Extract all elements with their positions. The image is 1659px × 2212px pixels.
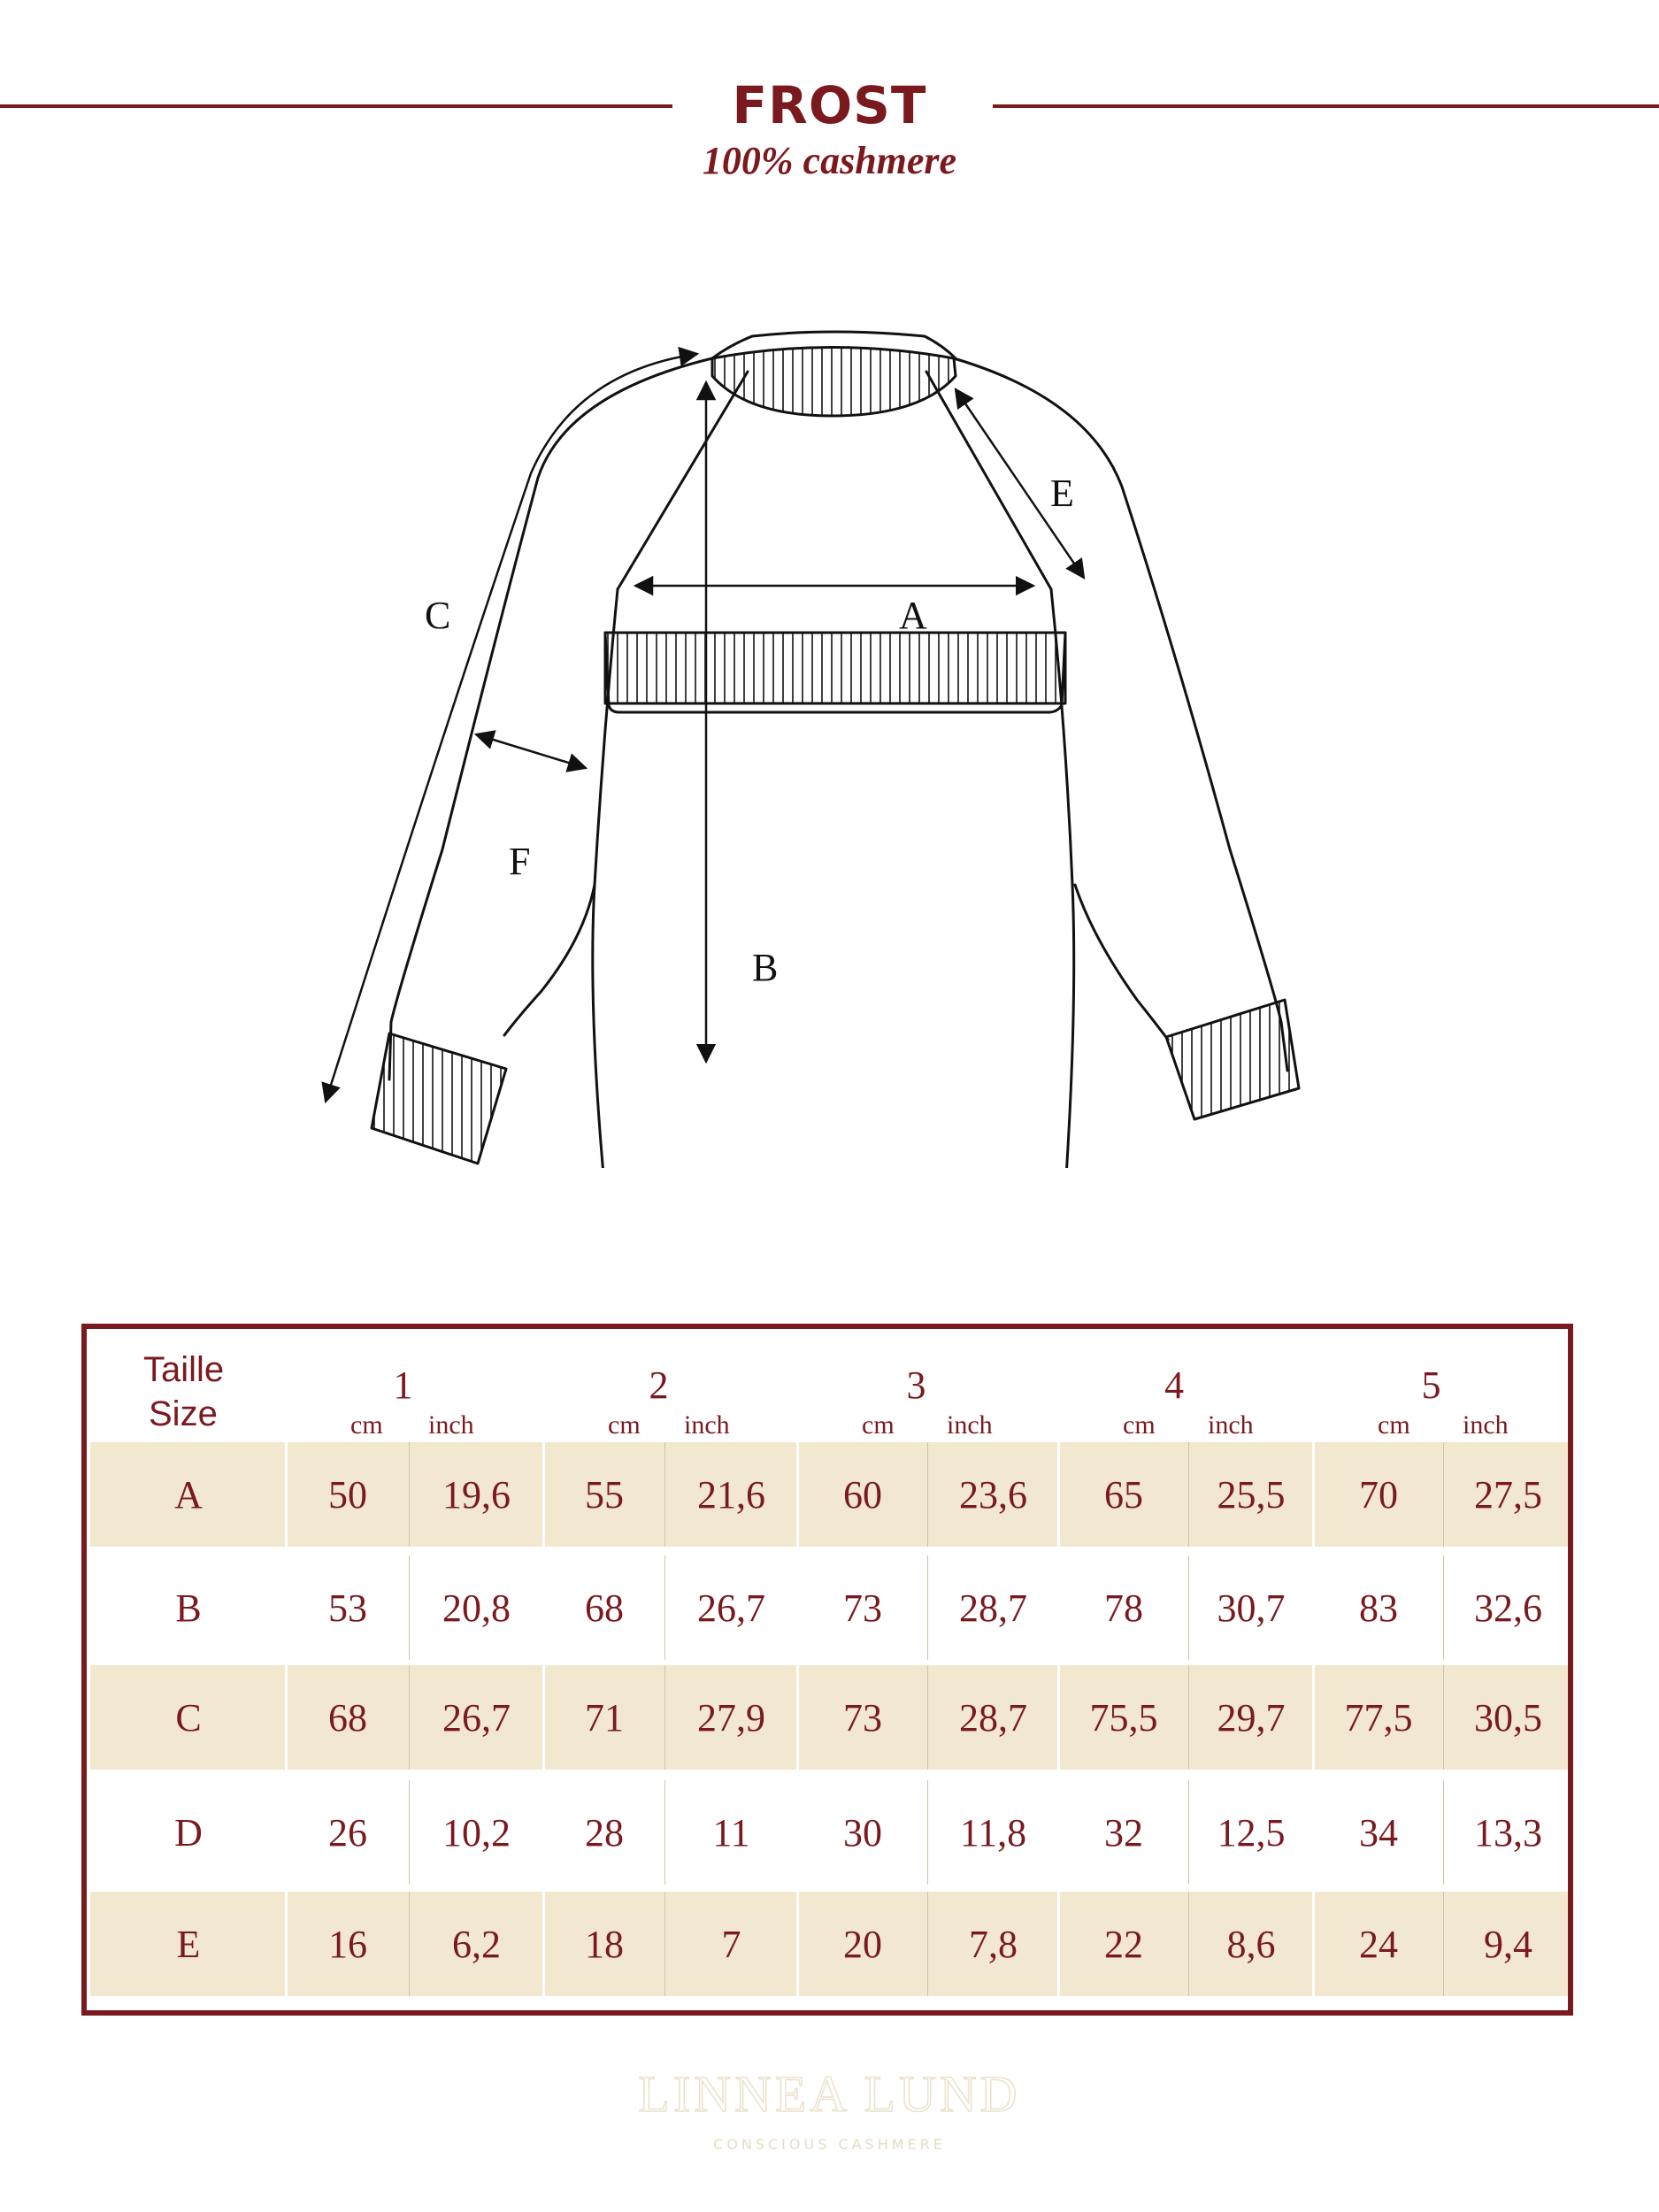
cell-cm: 53 xyxy=(328,1586,367,1630)
cell-inch: 32,6 xyxy=(1474,1586,1542,1630)
row-label: B xyxy=(175,1586,202,1630)
unit-inch: inch xyxy=(1463,1410,1509,1440)
cell-inch: 28,7 xyxy=(959,1586,1027,1630)
dim-arrow-c xyxy=(326,354,697,1102)
dim-label-e: E xyxy=(1050,472,1074,515)
cell-inch: 25,5 xyxy=(1217,1472,1286,1517)
cell-inch: 28,7 xyxy=(959,1695,1027,1740)
cell-cm: 34 xyxy=(1359,1810,1398,1855)
product-title: FROST xyxy=(732,75,927,135)
cell-cm: 28 xyxy=(585,1810,624,1855)
cell-cm: 77,5 xyxy=(1344,1695,1413,1740)
cell-inch: 27,5 xyxy=(1474,1472,1542,1517)
unit-cm: cm xyxy=(1123,1410,1156,1440)
table-row xyxy=(90,1442,1568,1547)
size-header-4: 4 xyxy=(1164,1363,1184,1407)
cell-inch: 8,6 xyxy=(1226,1922,1276,1966)
cell-inch: 30,7 xyxy=(1217,1586,1286,1630)
dim-label-f: F xyxy=(509,840,531,883)
cell-cm: 26 xyxy=(328,1810,367,1855)
unit-inch: inch xyxy=(428,1410,474,1440)
table-row xyxy=(90,1555,1568,1660)
dim-label-b: B xyxy=(752,946,779,989)
size-label-en: Size xyxy=(149,1394,218,1433)
cell-cm: 50 xyxy=(328,1472,367,1517)
size-header-5: 5 xyxy=(1421,1363,1441,1407)
cell-cm: 68 xyxy=(585,1586,624,1630)
cell-cm: 16 xyxy=(328,1922,367,1966)
table-row xyxy=(90,1665,1568,1770)
size-label-fr: Taille xyxy=(143,1350,225,1389)
table-row xyxy=(90,1780,1568,1885)
cell-inch: 9,4 xyxy=(1484,1922,1532,1966)
cell-inch: 21,6 xyxy=(697,1472,765,1517)
cell-cm: 70 xyxy=(1359,1472,1398,1517)
cell-cm: 73 xyxy=(843,1695,882,1740)
right-sleeve-inner xyxy=(1075,885,1168,1040)
cell-cm: 75,5 xyxy=(1089,1695,1158,1740)
unit-inch: inch xyxy=(684,1410,730,1440)
cell-cm: 73 xyxy=(843,1586,882,1630)
left-sleeve-inner xyxy=(504,885,595,1035)
left-sleeve-outer xyxy=(389,358,712,1079)
cell-inch: 20,8 xyxy=(442,1586,511,1630)
cell-inch: 30,5 xyxy=(1474,1695,1542,1740)
size-header-1: 1 xyxy=(393,1363,413,1407)
cell-inch: 12,5 xyxy=(1217,1810,1286,1855)
cell-cm: 24 xyxy=(1359,1922,1398,1966)
cell-inch: 11,8 xyxy=(959,1810,1027,1855)
cell-inch: 7 xyxy=(721,1922,741,1966)
unit-inch: inch xyxy=(1208,1410,1254,1440)
left-cuff xyxy=(372,1033,506,1164)
cell-cm: 18 xyxy=(585,1922,624,1966)
cell-cm: 32 xyxy=(1104,1810,1143,1855)
row-label: A xyxy=(174,1472,203,1517)
cell-cm: 83 xyxy=(1359,1586,1398,1630)
collar-outer xyxy=(712,348,956,417)
cell-cm: 30 xyxy=(843,1810,882,1855)
cell-cm: 60 xyxy=(843,1472,882,1517)
cell-cm: 65 xyxy=(1104,1472,1143,1517)
dim-label-c: C xyxy=(425,594,451,637)
cell-inch: 10,2 xyxy=(442,1810,511,1855)
size-header-2: 2 xyxy=(649,1363,669,1407)
cell-cm: 71 xyxy=(585,1695,624,1740)
unit-cm: cm xyxy=(1378,1410,1410,1440)
cell-inch: 27,9 xyxy=(697,1695,765,1740)
size-table xyxy=(81,1324,1573,2016)
cell-cm: 55 xyxy=(585,1472,624,1517)
product-subtitle: 100% cashmere xyxy=(702,139,957,182)
dim-label-a: A xyxy=(899,594,927,637)
sweater-diagram xyxy=(0,319,1659,1168)
cell-cm: 20 xyxy=(843,1922,882,1966)
unit-cm: cm xyxy=(862,1410,895,1440)
cell-inch: 19,6 xyxy=(442,1472,511,1517)
raglan-seam-right xyxy=(926,372,1051,589)
unit-cm: cm xyxy=(608,1410,641,1440)
cell-inch: 13,3 xyxy=(1474,1810,1542,1855)
cell-inch: 6,2 xyxy=(452,1922,501,1966)
brand-tagline: CONSCIOUS CASHMERE xyxy=(713,2136,946,2153)
right-cuff xyxy=(1166,1000,1299,1119)
hem-rib xyxy=(605,633,1065,703)
cell-cm: 78 xyxy=(1104,1586,1143,1630)
dim-arrow-f xyxy=(476,734,586,768)
cell-inch: 26,7 xyxy=(697,1586,765,1630)
cell-inch: 23,6 xyxy=(959,1472,1027,1517)
brand-logo: LINNEA LUND xyxy=(638,2065,1021,2123)
size-header-3: 3 xyxy=(906,1363,926,1407)
cell-cm: 68 xyxy=(328,1695,367,1740)
cell-inch: 26,7 xyxy=(442,1695,511,1740)
raglan-seam-left xyxy=(618,372,748,589)
row-label: E xyxy=(176,1922,201,1966)
unit-cm: cm xyxy=(350,1410,383,1440)
cell-inch: 7,8 xyxy=(969,1922,1018,1966)
table-row xyxy=(90,1892,1568,1996)
cell-cm: 22 xyxy=(1104,1922,1143,1966)
cell-inch: 11 xyxy=(712,1810,750,1855)
row-label: C xyxy=(175,1695,202,1740)
unit-inch: inch xyxy=(947,1410,993,1440)
row-label: D xyxy=(174,1810,203,1855)
right-sleeve-outer xyxy=(954,358,1287,1071)
cell-inch: 29,7 xyxy=(1217,1695,1286,1740)
